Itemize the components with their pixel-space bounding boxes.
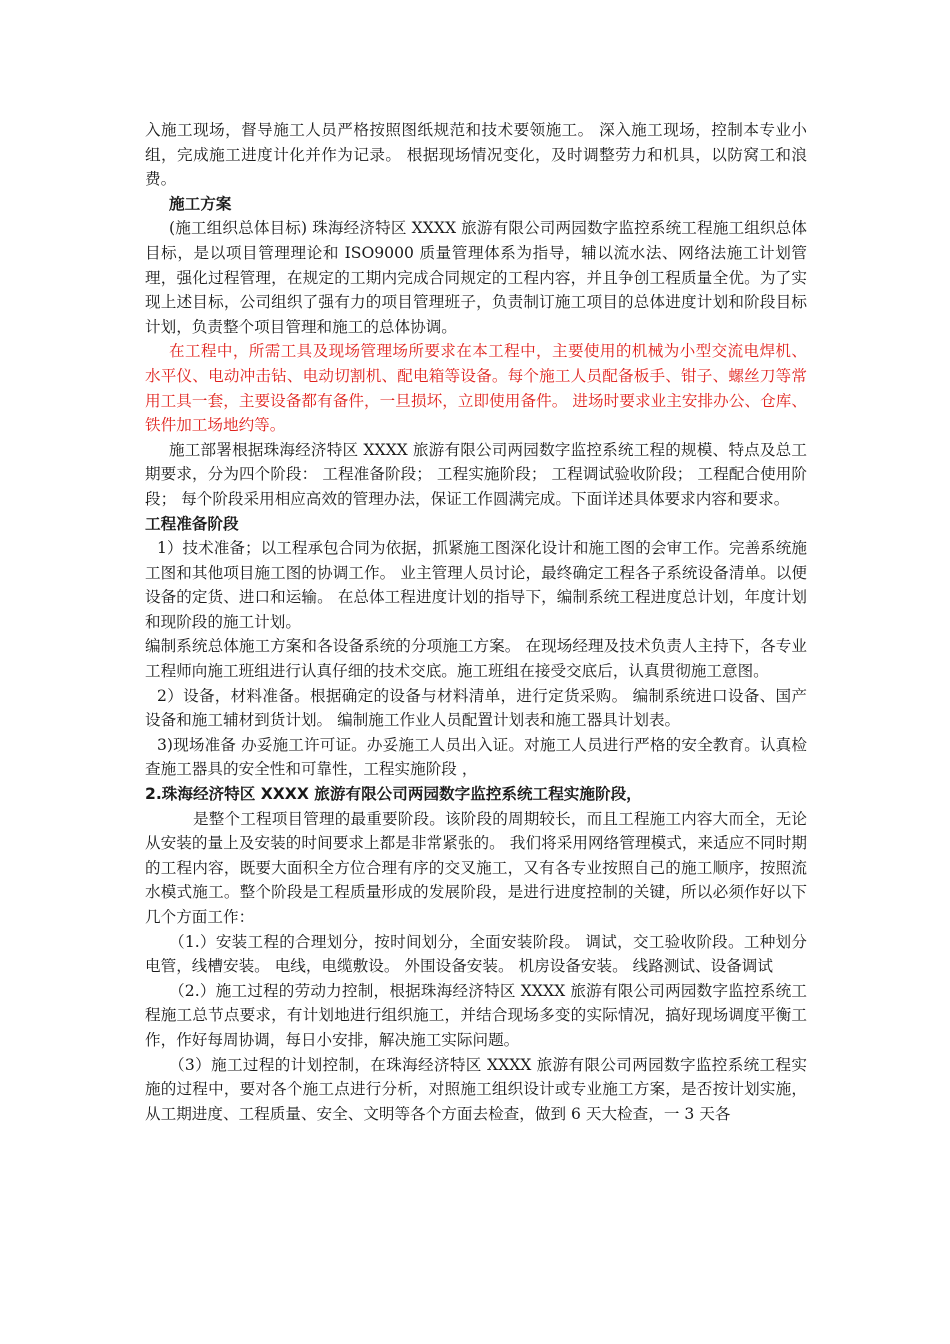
paragraph-equipment-prep: 2）设备，材料准备。根据确定的设备与材料清单，进行定货采购。 编制系统进口设备、国产设备和施工辅材到货计划。 编制施工作业人员配置计划表和施工器具计划表。 bbox=[145, 686, 807, 730]
paragraph-implementation-intro: 是整个工程项目管理的最重要阶段。该阶段的周期较长，而且工程施工内容大而全，无论从安装的量上及安装的时间要求上都是非常紧张的。 我们将采用网络管理模式，来适应不同时期的工程内容，既要大面积全方位合理有序的交叉施工，又有各专业按照自己的施工顺序，按照流水模式施工。整个阶段是工程质量形成的发展阶段，是进行进度控制的关键，所以必须作好以下几个方面工作： bbox=[145, 809, 807, 926]
paragraph-item-2: （2.）施工过程的劳动力控制，根据珠海经济特区 XXXX 旅游有限公司两园数字监控系统工程施工总节点要求，有计划地进行组织施工，并结合现场多变的实际情况，搞好现场调度平衡工作，作好每周协调，每日小安排，解决施工实际问题。 bbox=[145, 981, 807, 1049]
paragraph-intro: 入施工现场，督导施工人员严格按照图纸规范和技术要领施工。 深入施工现场，控制本专业小组，完成施工进度计化并作为记录。 根据现场情况变化，及时调整劳力和机具，以防窝工和浪费。 bbox=[145, 121, 807, 189]
paragraph-item-1: （1.）安装工程的合理划分，按时间划分，全面安装阶段。 调试，交工验收阶段。工种划分 电管，线槽安装。 电线，电缆敷设。 外围设备安装。 机房设备安装。 线路测试、设备调试 bbox=[145, 932, 807, 976]
document-page bbox=[145, 118, 807, 1126]
paragraph-tools-requirements: 在工程中，所需工具及现场管理场所要求在本工程中，主要使用的机械为小型交流电焊机、水平仪、电动冲击钻、电动切割机、配电箱等设备。每个施工人员配备板手、钳子、螺丝刀等常用工具一套，主要设备都有备件，一旦损坏，立即使用备件。 进场时要求业主安排办公、仓库、铁件加工场地约等。 bbox=[145, 342, 807, 435]
heading-preparation-stage: 工程准备阶段 bbox=[145, 514, 239, 533]
heading-construction-plan: 施工方案 bbox=[169, 194, 232, 213]
paragraph-technical-prep: 1）技术准备；以工程承包合同为依据，抓紧施工图深化设计和施工图的会审工作。完善系统施工图和其他项目施工图的协调工作。 业主管理人员讨论，最终确定工程各子系统设备清单。以便设备的定货、进口和运输。 在总体工程进度计划的指导下，编制系统工程进度总计划，年度计划和现阶段的施工计划。 bbox=[145, 539, 807, 631]
paragraph-site-prep: 3)现场准备 办妥施工许可证。办妥施工人员出入证。对施工人员进行严格的安全教育。认真检查施工器具的安全性和可靠性，工程实施阶段 ， bbox=[145, 735, 807, 779]
paragraph-deployment: 施工部署根据珠海经济特区 XXXX 旅游有限公司两园数字监控系统工程的规模、特点及总工期要求，分为四个阶段： 工程准备阶段； 工程实施阶段； 工程调试验收阶段； 工程配合使用阶段； 每个阶段采用相应高效的管理办法，保证工作圆满完成。下面详述具体要求内容和要求。 bbox=[145, 440, 807, 508]
heading-implementation-stage: 2.珠海经济特区 XXXX 旅游有限公司两园数字监控系统工程实施阶段， bbox=[145, 785, 642, 804]
paragraph-overall-goal: (施工组织总体目标) 珠海经济特区 XXXX 旅游有限公司两园数字监控系统工程施工组织总体目标，是以项目管理理论和 ISO9000 质量管理体系为指导，辅以流水法、网络法施工计划管理，强化过程管理，在规定的工期内完成合同规定的工程内容，并且争创工程质量全优。为了实现上述目标，公司组织了强有力的项目管理班子，负责制订施工项目的总体进度计划和阶段目标计划，负责整个项目管理和施工的总体协调。 bbox=[145, 219, 807, 336]
paragraph-construction-scheme: 编制系统总体施工方案和各设备系统的分项施工方案。 在现场经理及技术负责人主持下，各专业工程师向施工班组进行认真仔细的技术交底。施工班组在接受交底后，认真贯彻施工意图。 bbox=[145, 637, 807, 681]
paragraph-item-3: （3）施工过程的计划控制，在珠海经济特区 XXXX 旅游有限公司两园数字监控系统工程实施的过程中，要对各个施工点进行分析，对照施工组织设计或专业施工方案，是否按计划实施，从工期进度、工程质量、安全、文明等各个方面去检查，做到 6 天大检查，一 3 天各 bbox=[145, 1055, 807, 1123]
